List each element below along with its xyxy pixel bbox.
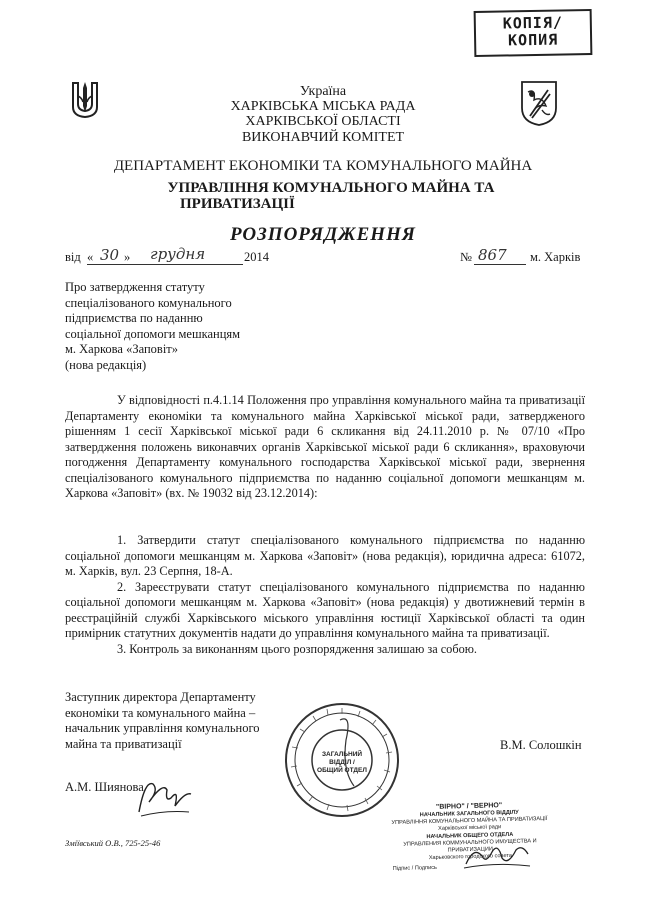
header-committee: ВИКОНАВЧИЙ КОМІТЕТ bbox=[241, 130, 405, 145]
header-region: ХАРКІВСЬКОЇ ОБЛАСТІ bbox=[245, 114, 401, 129]
order-item-2: 2. Зареєструвати статут спеціалізованого комунального підприємства по наданню соціальної допомоги мешканцям м. Харкова «Заповіт» (нова редакція) у двотижневий термін в реєстраційній службі Харківського міського управління юстиції Харківської області та один примірник статутних документів надати до управління комунального майна та приватизації. bbox=[65, 579, 585, 640]
signatory-title-line: Заступник директора Департаменту bbox=[65, 690, 256, 704]
order-item-3: 3. Контроль за виконанням цього розпорядження залишаю за собою. bbox=[117, 641, 477, 656]
signatory-title-line: майна та приватизації bbox=[65, 736, 182, 751]
date-month: грудня bbox=[150, 245, 206, 263]
approver-name: А.М. Шиянова bbox=[65, 780, 144, 794]
header-directorate-line1: УПРАВЛІННЯ КОМУНАЛЬНОГО МАЙНА ТА bbox=[167, 180, 495, 196]
subject-line: соціальної допомоги мешканцям bbox=[65, 326, 241, 341]
cert-stamp-line5: НАЧАЛЬНИК ОБЩЕГО ОТДЕЛА bbox=[426, 831, 514, 840]
order-item-1: 1. Затвердити статут спеціалізованого комунального підприємства по наданню соціальної допомоги мешканцям м. Харкова «Заповіт» (нова редакція), юридична адреса: 61072, м. Харків, вул. 23 Серпня, 18-А. bbox=[65, 533, 585, 578]
cert-stamp-line2: НАЧАЛЬНИК ЗАГАЛЬНОГО ВІДДІЛУ bbox=[419, 809, 519, 819]
subject-line: Про затвердження статуту bbox=[65, 280, 205, 294]
order-number: 867 bbox=[478, 246, 507, 264]
seal-center-line3: ОБЩИЙ ОТДЕЛ bbox=[317, 767, 367, 774]
cert-stamp-line8: Підпис / Подпись bbox=[392, 865, 438, 873]
subject-block bbox=[65, 280, 295, 373]
city: м. Харків bbox=[530, 250, 581, 264]
cert-stamp-line7: Харьковского городского совета bbox=[428, 853, 513, 862]
subject-line: підприємства по наданню bbox=[65, 311, 203, 325]
approver-signature-icon bbox=[135, 772, 195, 820]
preamble-text: У відповідності п.4.1.14 Положення про управління комунального майна та приватизації Департаменту економіки та комунального майна Харківської міської ради, затвердженого рішенням 1 сесії Харківської міської ради 6 скликання від 24.11.2010 р. № 07/10 «Про затвердження положень виконавчих органів Харківської міської ради 6 скликання», враховуючи погодження Департаменту комунального господарства Харківської міської ради, звернення спеціалізованого комунального підприємства по наданню соціальної допомоги мешканцям м. Харкова «Заповіт» (вх. № 19032 від 23.12.2014): bbox=[65, 393, 585, 500]
date-open-quote: « bbox=[87, 250, 94, 264]
date-day: 30 bbox=[100, 246, 120, 264]
subject-line: м. Харкова «Заповіт» bbox=[65, 342, 179, 356]
subject-line: (нова редакція) bbox=[65, 357, 147, 372]
date-underline bbox=[87, 264, 243, 265]
cert-stamp-line6: УПРАВЛЕНИЯ КОММУНАЛЬНОГО ИМУЩЕСТВА И ПРИВАТИЗАЦИИ bbox=[403, 838, 537, 854]
copy-stamp-line1: КОПІЯ/ bbox=[502, 13, 564, 33]
seal-center-line1: ЗАГАЛЬНИЙ bbox=[321, 751, 363, 758]
cert-stamp-line1: "ВІРНО" / "ВЕРНО" bbox=[435, 802, 503, 811]
cert-stamp-line4: Харківської міської ради bbox=[437, 824, 502, 833]
executor-info: Зміївський О.В., 725-25-46 bbox=[65, 838, 161, 848]
certifier-signature-icon bbox=[462, 838, 532, 874]
seal-center-line2: ВІДДІЛ / bbox=[329, 759, 355, 766]
cert-stamp-line3: УПРАВЛІННЯ КОМУНАЛЬНОГО МАЙНА ТА ПРИВАТИЗАЦІЇ bbox=[391, 816, 548, 827]
order-items bbox=[65, 533, 585, 657]
header-council: ХАРКІВСЬКА МІСЬКА РАДА bbox=[230, 99, 416, 114]
signatory-title-line: начальник управління комунального bbox=[65, 721, 260, 735]
date-prefix: від bbox=[65, 250, 81, 264]
date-close-quote: » bbox=[124, 250, 131, 264]
number-prefix: № bbox=[460, 250, 472, 264]
copy-stamp-line2: КОПИЯ bbox=[507, 30, 559, 50]
signatory-name: В.М. Солошкін bbox=[500, 738, 582, 752]
subject-line: спеціалізованого комунального bbox=[65, 295, 232, 310]
header-country: Україна bbox=[299, 84, 347, 99]
date-year: 2014 bbox=[244, 250, 269, 264]
copy-stamp bbox=[474, 9, 593, 57]
document-type-title: РОЗПОРЯДЖЕННЯ bbox=[230, 224, 416, 245]
preamble-paragraph bbox=[65, 393, 585, 502]
number-underline bbox=[474, 264, 526, 265]
round-seal-icon bbox=[282, 700, 402, 820]
header-department: ДЕПАРТАМЕНТ ЕКОНОМІКИ ТА КОМУНАЛЬНОГО МАЙНА bbox=[113, 158, 533, 174]
signatory-title-line: економіки та комунального майна – bbox=[65, 705, 256, 720]
header-directorate-line2: ПРИВАТИЗАЦІЇ bbox=[180, 196, 295, 212]
signatory-title bbox=[65, 690, 305, 752]
